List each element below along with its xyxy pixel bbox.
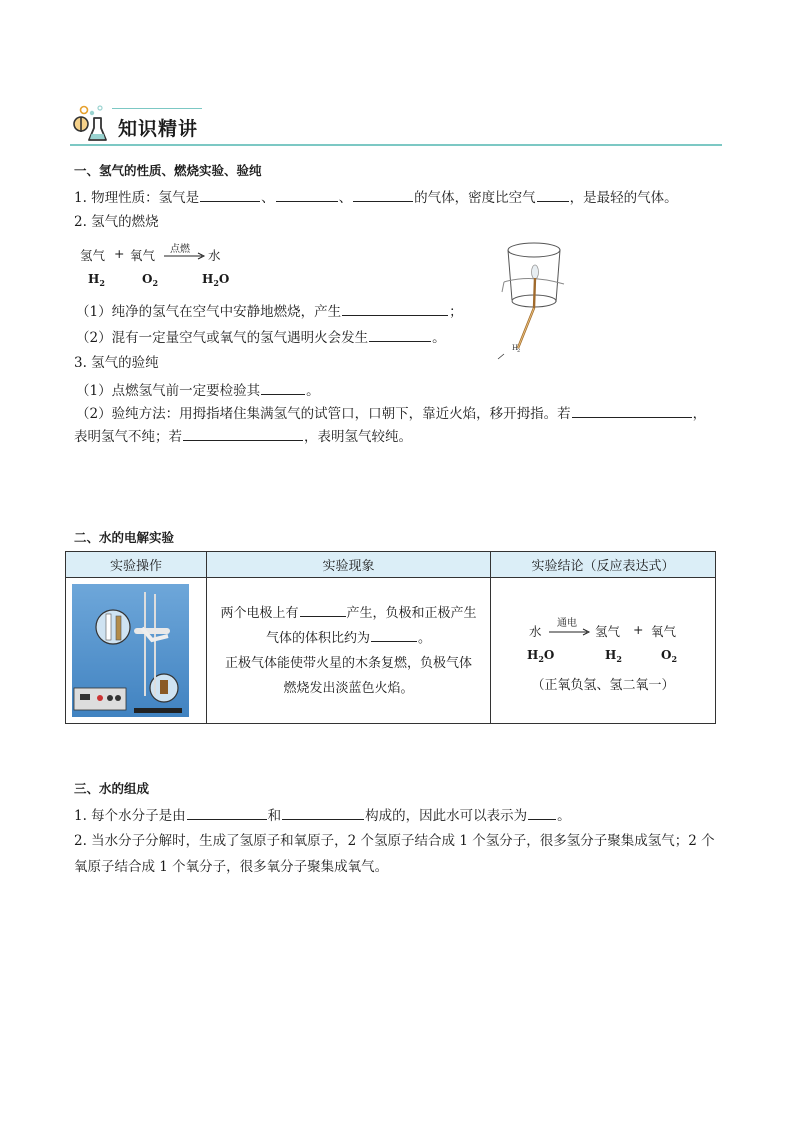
formula-o2: $O_2$: [142, 272, 159, 288]
blank-color[interactable]: [200, 188, 260, 202]
combustion-c2: [76, 328, 446, 347]
table-row: [66, 578, 716, 724]
comp-mid: 和: [267, 808, 282, 824]
section3-heading: 三、水的组成: [74, 781, 150, 796]
electrolysis-apparatus-image: [72, 584, 189, 717]
product-oxygen: 氧气: [651, 624, 677, 639]
formula-h2o: $H_2O$: [527, 648, 555, 664]
section1-heading: 一、氢气的性质、燃烧实验、验纯: [74, 163, 262, 178]
flask-icon: [70, 104, 114, 144]
reaction-arrow: [164, 252, 206, 260]
phenomena-l1: 两个电极上有 产生，负极和正极产生: [207, 601, 490, 626]
phenomena-l2: 气体的体积比约为 。: [207, 626, 490, 651]
phenomena-l3: 正极气体能使带火星的木条复燃，负极气体: [224, 655, 472, 671]
header-top-rule: [112, 108, 202, 109]
col-operation: 实验操作: [66, 552, 207, 578]
comp-suffix: 。: [557, 808, 571, 824]
section-header: [70, 104, 722, 148]
property-line: [74, 188, 678, 207]
p2-line2a: 表明氢气不纯；若: [74, 429, 182, 445]
reactant-oxygen: 氧气: [130, 248, 156, 263]
reactant-hydrogen: 氢气: [80, 248, 106, 263]
formula-o2: $O_2$: [661, 648, 678, 664]
comp-mid2: 构成的，因此水可以表示为: [365, 808, 528, 824]
plus-sign: +: [114, 246, 125, 261]
reaction-arrow: [549, 628, 591, 636]
sep: 、: [338, 190, 353, 206]
mnemonic: （正氧负氢、氢二氧一）: [531, 678, 675, 693]
p1-prefix: （1）点燃氢气前一定要检验其: [76, 383, 261, 399]
composition-item1: [74, 806, 571, 825]
c2-prefix: （2）混有一定量空气或氧气的氢气遇明火会发生: [76, 330, 369, 346]
purity-p1: [76, 381, 320, 400]
blank-atom-2[interactable]: [282, 806, 364, 820]
sep: 、: [261, 190, 275, 206]
comp-prefix: 1. 每个水分子是由: [74, 808, 186, 824]
p2-suffix: ，: [692, 406, 707, 422]
property-mid: 的气体，密度比空气: [414, 190, 536, 206]
section2-heading: 二、水的电解实验: [74, 530, 175, 545]
blank-bubbles[interactable]: [300, 603, 346, 617]
condition-label: 点燃: [170, 244, 190, 255]
blank-atom-1[interactable]: [187, 806, 267, 820]
section-header-title: 知识精讲: [118, 118, 199, 140]
p2-prefix: （2）验纯方法：用拇指堵住集满氢气的试管口，口朝下，靠近火焰，移开拇指。若: [76, 406, 571, 422]
blank-flame[interactable]: [342, 302, 448, 316]
c1-prefix: （1）纯净的氢气在空气中安静地燃烧，产生: [76, 304, 342, 320]
formula-h2o: $H_2O$: [202, 272, 230, 288]
c1-suffix: ；: [449, 304, 463, 320]
blank-solubility[interactable]: [353, 188, 413, 202]
purity-p2-cont: [74, 427, 412, 446]
purity-title: 3. 氢气的验纯: [74, 355, 159, 371]
plus-sign: +: [633, 622, 644, 637]
formula-h2: $H_2$: [605, 648, 622, 664]
property-suffix: ，是最轻的气体。: [569, 190, 678, 206]
property-prefix: 1. 物理性质：氢气是: [74, 190, 200, 206]
reactant-water: 水: [529, 624, 542, 639]
combustion-equation: [80, 240, 260, 290]
combustion-title: 2. 氢气的燃烧: [74, 214, 159, 230]
p1-suffix: 。: [306, 383, 320, 399]
condition-label: 通电: [557, 618, 577, 629]
formula-h2: $H_2$: [88, 272, 105, 288]
table-header-row: [66, 552, 716, 578]
blank-formula[interactable]: [528, 806, 556, 820]
composition-item2-line2: 氧原子结合成 1 个氧分子，很多氧分子聚集成氧气。: [74, 859, 389, 875]
phenomena-l4: 燃烧发出淡蓝色火焰。: [283, 680, 414, 696]
product-water: 水: [208, 248, 221, 263]
product-hydrogen: 氢气: [595, 624, 621, 639]
phenomena-cell: [207, 578, 491, 724]
p2-line2b: ，表明氢气较纯。: [304, 429, 412, 445]
conclusion-cell: [491, 578, 716, 724]
composition-item2-line1: 2. 当水分子分解时，生成了氢原子和氧原子，2 个氢原子结合成 1 个氢分子，很多氢分子聚集成氢气；2 个: [74, 833, 715, 849]
col-phenomena: 实验现象: [207, 552, 491, 578]
c2-suffix: 。: [432, 330, 446, 346]
operation-cell: [66, 578, 207, 724]
purity-p2: [76, 404, 706, 423]
blank-impure-sign[interactable]: [572, 404, 692, 418]
figure-label-sub: 2: [517, 348, 521, 354]
hydrogen-combustion-figure: [490, 238, 580, 362]
blank-pure-sign[interactable]: [183, 427, 303, 441]
blank-ratio[interactable]: [371, 628, 417, 642]
blank-smell[interactable]: [276, 188, 338, 202]
blank-purity[interactable]: [261, 381, 305, 395]
figure-label: H: [512, 344, 519, 352]
blank-density[interactable]: [537, 188, 569, 202]
combustion-c1: [76, 302, 463, 321]
blank-explosion[interactable]: [369, 328, 431, 342]
header-bottom-rule: [70, 144, 722, 146]
col-conclusion: 实验结论（反应表达式）: [491, 552, 716, 578]
electrolysis-table: [65, 551, 716, 724]
